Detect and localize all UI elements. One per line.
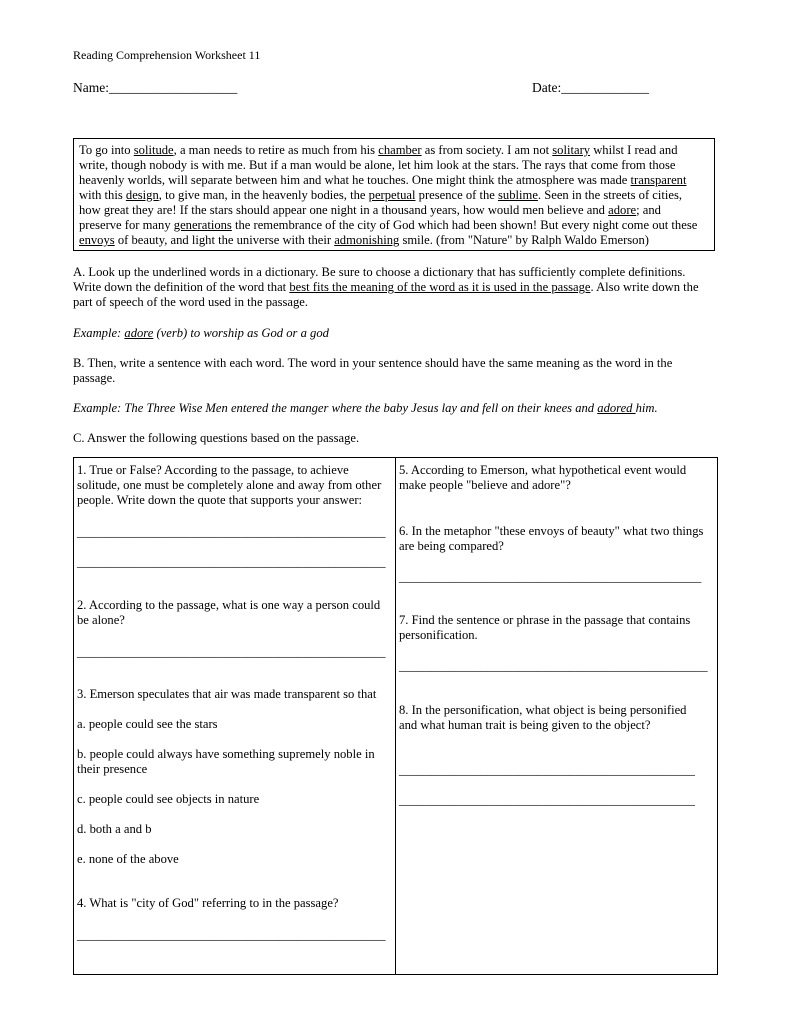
text-line: their presence (77, 762, 148, 776)
question-8 (399, 703, 686, 733)
text-segment: , a man needs to retire as much from his (173, 143, 379, 157)
text-segment: of beauty, and light the universe with their (114, 233, 335, 247)
underlined-vocabulary-word: adore (124, 326, 154, 340)
text-line (79, 188, 709, 203)
text-segment: (verb) to worship as God or a god (153, 326, 329, 340)
text-line: b. people could always have something supremely noble in (77, 747, 375, 761)
question-3-option-b (77, 747, 375, 777)
underlined-vocabulary-word: solitude (133, 143, 174, 157)
question-6 (399, 524, 703, 554)
text-line (73, 401, 723, 416)
text-line (73, 265, 723, 280)
question-8-answer-line-2[interactable]: _______________________________________________ (399, 793, 695, 807)
text-segment: A. Look up the underlined words in a dictionary. Be sure to choose a dictionary that has sufficiently complete definitions. (73, 265, 686, 279)
underlined-vocabulary-word: adore (608, 203, 637, 217)
text-line: are being compared? (399, 539, 504, 553)
underlined-vocabulary-word: adored (597, 401, 636, 415)
text-line: personification. (399, 628, 478, 642)
text-segment: part of speech of the word used in the passage. (73, 295, 309, 309)
question-3-option-d: d. both a and b (77, 822, 152, 836)
text-segment: how great they are! If the stars should appear one night in a thousand years, how would men believe and (79, 203, 609, 217)
underlined-vocabulary-word: envoys (79, 233, 115, 247)
question-1 (77, 463, 381, 508)
text-line (79, 158, 709, 173)
text-segment: write, though nobody is with me. But if a man would be alone, let him look at the stars. The rays that come from those (79, 158, 676, 172)
question-7-answer-line[interactable]: _________________________________________________ (399, 659, 708, 673)
text-line (79, 218, 709, 233)
text-segment: preserve for many (79, 218, 174, 232)
underlined-vocabulary-word: best fits the meaning of the word as it is used in the passage (289, 280, 591, 294)
text-line (73, 280, 723, 295)
underlined-vocabulary-word: admonishing (334, 233, 400, 247)
text-line: 7. Find the sentence or phrase in the passage that contains (399, 613, 691, 627)
question-1-answer-line-1[interactable]: _________________________________________________ (77, 525, 386, 539)
text-segment: with this (79, 188, 126, 202)
underlined-vocabulary-word: perpetual (368, 188, 416, 202)
underlined-vocabulary-word: design (125, 188, 159, 202)
text-segment: passage. (73, 371, 116, 385)
question-6-answer-line[interactable]: ________________________________________________ (399, 570, 702, 584)
question-8-answer-line-1[interactable]: _______________________________________________ (399, 763, 695, 777)
text-segment: smile. (from "Nature" by Ralph Waldo Emerson) (399, 233, 649, 247)
underlined-vocabulary-word: sublime (498, 188, 538, 202)
question-3-option-e: e. none of the above (77, 852, 179, 866)
text-line: people. Write down the quote that supports your answer: (77, 493, 363, 507)
text-segment: B. Then, write a sentence with each word. The word in your sentence should have the same meaning as the word in the (73, 356, 673, 370)
text-segment: as from society. I am not (421, 143, 553, 157)
text-segment: C. Answer the following questions based on the passage. (73, 431, 360, 445)
underlined-vocabulary-word: chamber (378, 143, 422, 157)
question-5 (399, 463, 686, 493)
instruction-a (73, 265, 723, 310)
text-line: make people "believe and adore"? (399, 478, 571, 492)
example-b (73, 401, 723, 416)
text-segment: him. (635, 401, 658, 415)
text-line: solitude, one must be completely alone and away from other (77, 478, 382, 492)
text-line (79, 233, 709, 248)
worksheet-title: Reading Comprehension Worksheet 11 (73, 48, 261, 62)
text-segment: ; and (636, 203, 661, 217)
date-field-label: Date:_____________ (532, 80, 649, 95)
underlined-vocabulary-word: solitary (552, 143, 591, 157)
question-1-answer-line-2[interactable]: _________________________________________________ (77, 555, 386, 569)
question-7 (399, 613, 690, 643)
text-line (73, 356, 723, 371)
question-2 (77, 598, 380, 628)
text-line: and what human trait is being given to the object? (399, 718, 651, 732)
text-line: 6. In the metaphor "these envoys of beauty" what two things (399, 524, 704, 538)
text-segment: presence of the (415, 188, 499, 202)
question-3: 3. Emerson speculates that air was made transparent so that (77, 687, 377, 701)
text-line (73, 371, 723, 386)
question-4-answer-line[interactable]: _________________________________________________ (77, 928, 386, 942)
text-line: 2. According to the passage, what is one way a person could (77, 598, 381, 612)
text-segment: whilst I read and (590, 143, 678, 157)
text-segment: To go into (79, 143, 134, 157)
text-segment: Example: The Three Wise Men entered the manger where the baby Jesus lay and fell on their knees and (73, 401, 598, 415)
example-a (73, 326, 723, 341)
text-segment: the remembrance of the city of God which had been shown! But every night come out these (231, 218, 698, 232)
underlined-vocabulary-word: generations (173, 218, 232, 232)
instruction-b (73, 356, 723, 386)
question-4: 4. What is "city of God" referring to in the passage? (77, 896, 339, 910)
text-segment: , to give man, in the heavenly bodies, the (158, 188, 369, 202)
question-3-option-a: a. people could see the stars (77, 717, 218, 731)
question-3-option-c: c. people could see objects in nature (77, 792, 260, 806)
text-line (73, 295, 723, 310)
underlined-vocabulary-word: transparent (630, 173, 687, 187)
text-line (73, 431, 723, 446)
text-line (79, 143, 709, 158)
text-line (73, 326, 723, 341)
text-line: 1. True or False? According to the passage, to achieve (77, 463, 349, 477)
text-segment: . Seen in the streets of cities, (537, 188, 683, 202)
instruction-c (73, 431, 723, 446)
text-segment: Write down the definition of the word that (73, 280, 290, 294)
text-segment: Example: (73, 326, 125, 340)
questions-column-divider (395, 457, 396, 975)
question-2-answer-line[interactable]: _________________________________________________ (77, 645, 386, 659)
text-segment: . Also write down the (590, 280, 699, 294)
text-segment: heavenly worlds, will separate between him and what he touches. One might think the atmosphere was made (79, 173, 631, 187)
name-field-label: Name:___________________ (73, 80, 238, 95)
passage-box (73, 138, 715, 251)
passage-text (79, 143, 709, 248)
text-line: 8. In the personification, what object is being personified (399, 703, 687, 717)
text-line (79, 203, 709, 218)
text-line (79, 173, 709, 188)
text-line: 5. According to Emerson, what hypothetical event would (399, 463, 687, 477)
text-line: be alone? (77, 613, 125, 627)
